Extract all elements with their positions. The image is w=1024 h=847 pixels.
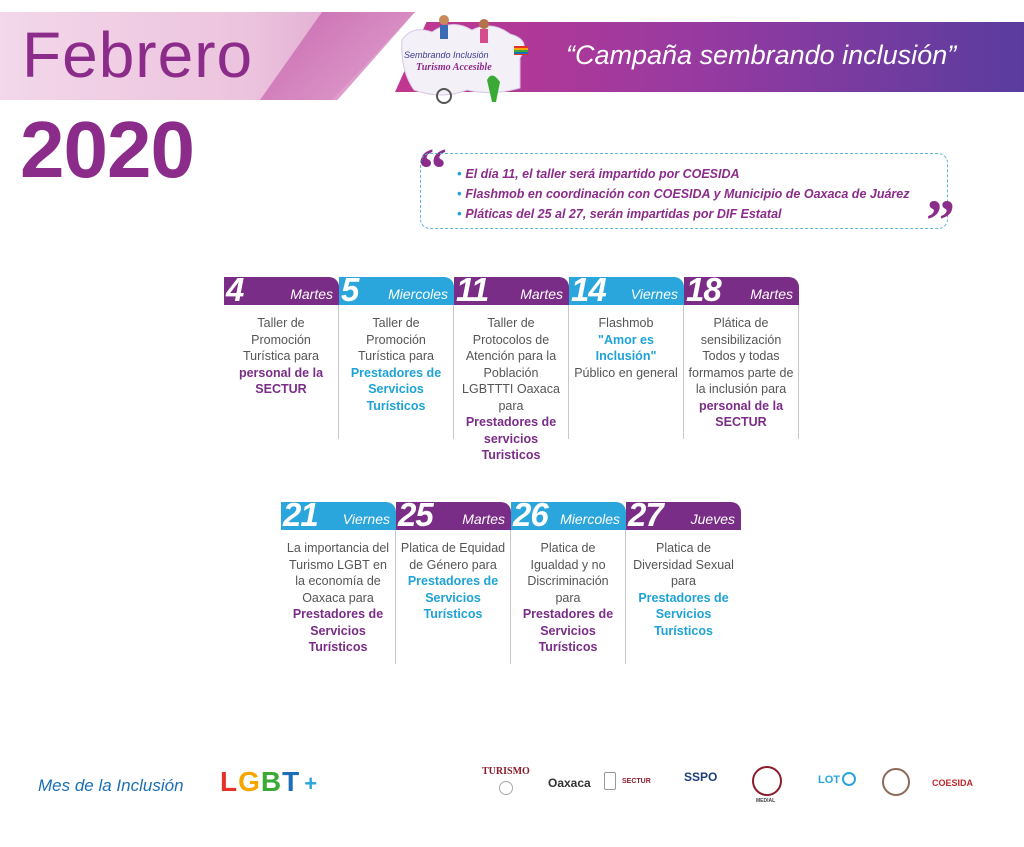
event-date-tab (224, 277, 339, 305)
bullet-icon: • (457, 187, 462, 201)
event-day-number: 5 (341, 277, 359, 305)
event-day-number: 26 (513, 502, 548, 530)
sponsor-emblem-icon (882, 768, 910, 796)
event-weekday: Jueves (690, 511, 735, 527)
events-row-2 (281, 502, 741, 664)
note-item: • Pláticas del 25 al 27, serán impartidas por DIF Estatal (457, 207, 782, 221)
event-day-number: 14 (571, 277, 606, 305)
shield-icon (604, 772, 616, 790)
campaign-logo (392, 10, 542, 110)
event-day-number: 25 (398, 502, 433, 530)
event-date-tab (396, 502, 511, 530)
event-description: Taller de Protocolos de Atención para la Población LGBTTTI Oaxaca para Prestadores de servicios Turisticos (454, 305, 569, 439)
sponsor-coesida-logo: COESIDA (932, 778, 974, 788)
note-item: • El día 11, el taller será impartido por COESIDA (457, 167, 740, 181)
event-audience: Prestadores de Servicios Turísticos (638, 590, 729, 638)
bullet-icon: • (457, 207, 462, 221)
sponsor-turismo-logo: TURISMO (482, 766, 530, 795)
logo-line2: Turismo Accesible (416, 62, 492, 73)
event-audience: Prestadores de Servicios Turísticos (522, 607, 614, 654)
event-description: Taller de Promoción Turística para Prestadores de Servicios Turísticos (339, 305, 454, 439)
notes-box (420, 153, 948, 229)
year-title: 2020 (20, 105, 194, 194)
sponsor-sspo-logo: SSPO (684, 770, 718, 784)
note-item: • Flashmob en coordinación con COESIDA y Municipio de Oaxaca de Juárez (457, 187, 910, 201)
logo-line1: Sembrando Inclusión (404, 50, 489, 60)
event-card (281, 502, 396, 664)
event-description: Platica de Diversidad Sexual para Prestadores de Servicios Turísticos (626, 530, 741, 664)
event-card (626, 502, 741, 664)
sponsor-seal-icon (752, 766, 782, 796)
event-date-tab (454, 277, 569, 305)
event-card (396, 502, 511, 664)
sponsor-oaxaca-logo: Oaxaca (548, 776, 591, 790)
event-weekday: Miercoles (560, 511, 620, 527)
event-weekday: Martes (750, 286, 793, 302)
lgbt-letter: G (238, 766, 261, 797)
event-audience: Prestadores de servicios Turisticos (465, 415, 557, 462)
event-day-number: 18 (686, 277, 721, 305)
event-weekday: Martes (462, 511, 505, 527)
event-date-tab (626, 502, 741, 530)
lgbt-letter: B (260, 766, 283, 797)
event-description: Platica de Igualdad y no Discriminación para Prestadores de Servicios Turísticos (511, 530, 626, 664)
quote-close-icon: ” (926, 188, 955, 253)
sponsor-lot-logo: LOT (818, 774, 840, 786)
event-date-tab (569, 277, 684, 305)
month-title: Febrero (22, 19, 254, 91)
event-day-number: 4 (226, 277, 244, 305)
event-weekday: Viernes (342, 511, 390, 527)
event-description: Flashmob "Amor es Inclusión" Público en general (569, 305, 684, 439)
event-card (511, 502, 626, 664)
event-audience: personal de la SECTUR (238, 365, 324, 396)
event-title: "Amor es Inclusión" (595, 332, 657, 363)
lgbt-letter: L (220, 766, 239, 797)
event-audience: Prestadores de Servicios Turísticos (292, 607, 384, 654)
events-row-1 (224, 277, 799, 462)
event-description: La importancia del Turismo LGBT en la economía de Oaxaca para Prestadores de Servicios Turísticos (281, 530, 396, 664)
event-description: Plática de sensibilización Todos y todas formamos parte de la inclusión para personal de la SECTUR (684, 305, 799, 439)
event-weekday: Viernes (630, 286, 678, 302)
event-audience: Prestadores de Servicios Turísticos (407, 574, 499, 621)
globe-icon (842, 772, 856, 786)
event-card (569, 277, 684, 439)
event-audience: personal de la SECTUR (698, 398, 784, 429)
event-day-number: 27 (628, 502, 663, 530)
event-card (339, 277, 454, 439)
event-audience: Prestadores de Servicios Turísticos (350, 365, 442, 413)
sponsor-sectur-logo: SECTUR (622, 778, 651, 785)
event-day-number: 21 (283, 502, 318, 530)
event-weekday: Miercoles (388, 286, 448, 302)
event-description: Platica de Equidad de Género para Prestadores de Servicios Turísticos (396, 530, 511, 664)
event-card (224, 277, 339, 439)
event-weekday: Martes (290, 286, 333, 302)
event-date-tab (684, 277, 799, 305)
event-weekday: Martes (520, 286, 563, 302)
event-date-tab (281, 502, 396, 530)
footer-tagline: Mes de la Inclusión (38, 776, 184, 795)
lgbt-letter: T (282, 766, 301, 797)
sponsor-medial-logo: MEDIAL (756, 798, 776, 804)
plus-icon: + (304, 771, 319, 796)
campaign-title: “Campaña sembrando inclusión” (566, 40, 957, 70)
bullet-icon: • (457, 167, 462, 181)
event-card (454, 277, 569, 462)
event-card (684, 277, 799, 439)
event-description: Taller de Promoción Turística para personal de la SECTUR (224, 305, 339, 439)
event-date-tab (339, 277, 454, 305)
quote-open-icon: “ (418, 136, 447, 201)
event-date-tab (511, 502, 626, 530)
lgbt-logo (220, 766, 318, 798)
event-day-number: 11 (456, 277, 489, 305)
